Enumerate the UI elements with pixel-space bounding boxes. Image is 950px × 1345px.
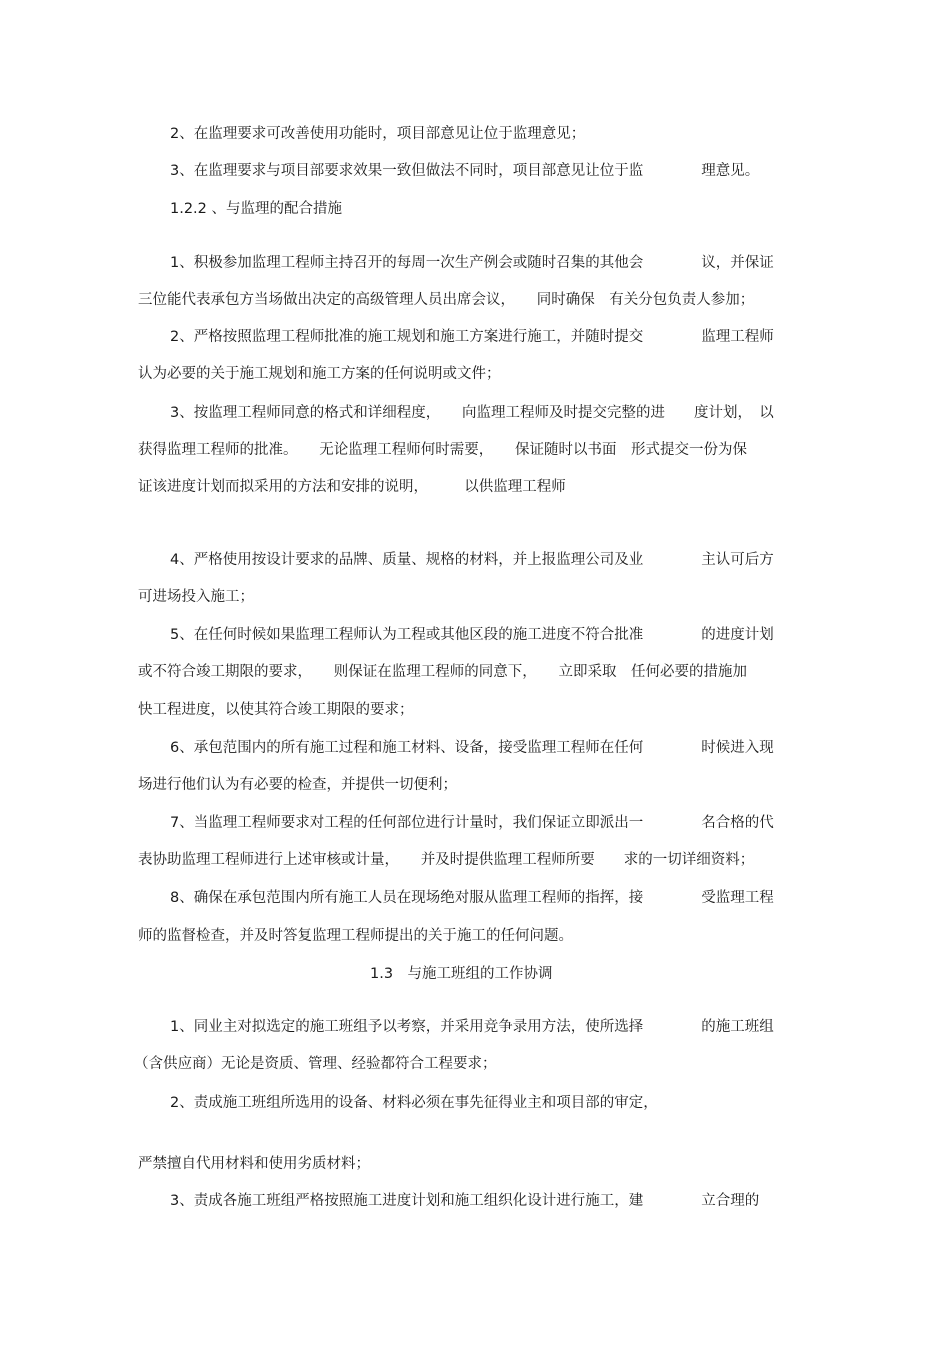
section-heading: 1.2.2 、与监理的配合措施: [170, 201, 343, 217]
text-line: 获得监理工程师的批准。 无论监理工程师何时需要， 保证随时以书面 形式提交一份为保: [138, 442, 747, 458]
text-line: 1、同业主对拟选定的施工班组予以考察，并采用竞争录用方法，使所选择 的施工班组: [170, 1019, 774, 1035]
text-line: 6、承包范围内的所有施工过程和施工材料、设备，接受监理工程师在任何 时候进入现: [170, 740, 774, 756]
text-line: 2、责成施工班组所选用的设备、材料必须在事先征得业主和项目部的审定，: [170, 1095, 658, 1111]
text-line: 2、在监理要求可改善使用功能时，项目部意见让位于监理意见；: [170, 126, 586, 142]
text-line: 4、严格使用按设计要求的品牌、质量、规格的材料，并上报监理公司及业 主认可后方: [170, 552, 774, 568]
text-line: 8、确保在承包范围内所有施工人员在现场绝对服从监理工程师的指挥，接 受监理工程: [170, 890, 774, 906]
text-line: 3、按监理工程师同意的格式和详细程度， 向监理工程师及时提交完整的进 度计划， 以: [170, 405, 774, 421]
text-line: 5、在任何时候如果监理工程师认为工程或其他区段的施工进度不符合批准 的进度计划: [170, 627, 774, 643]
text-line: 7、当监理工程师要求对工程的任何部位进行计量时，我们保证立即派出一 名合格的代: [170, 815, 774, 831]
text-line: 3、责成各施工班组严格按照施工进度计划和施工组织化设计进行施工，建 立合理的: [170, 1193, 760, 1209]
text-line: 认为必要的关于施工规划和施工方案的任何说明或文件；: [138, 366, 501, 382]
text-line: 可进场投入施工；: [138, 589, 254, 605]
text-line: 三位能代表承包方当场做出决定的高级管理人员出席会议， 同时确保 有关分包负责人参加；: [138, 292, 755, 308]
text-line: 或不符合竣工期限的要求， 则保证在监理工程师的同意下， 立即采取 任何必要的措施加: [138, 664, 747, 680]
text-line: 师的监督检查，并及时答复监理工程师提出的关于施工的任何问题。: [138, 928, 573, 944]
section-heading: 1.3 与施工班组的工作协调: [370, 966, 553, 982]
text-line: 1、积极参加监理工程师主持召开的每周一次生产例会或随时召集的其他会 议，并保证: [170, 255, 774, 271]
text-line: 3、在监理要求与项目部要求效果一致但做法不同时，项目部意见让位于监 理意见。: [170, 163, 760, 179]
text-line: （含供应商）无论是资质、管理、经验都符合工程要求；: [134, 1056, 497, 1072]
text-line: 场进行他们认为有必要的检查，并提供一切便利；: [138, 777, 457, 793]
text-line: 证该进度计划而拟采用的方法和安排的说明， 以供监理工程师: [138, 479, 566, 495]
text-line: 表协助监理工程师进行上述审核或计量， 并及时提供监理工程师所要 求的一切详细资料；: [138, 852, 755, 868]
text-line: 快工程进度，以使其符合竣工期限的要求；: [138, 702, 414, 718]
text-line: 2、严格按照监理工程师批准的施工规划和施工方案进行施工，并随时提交 监理工程师: [170, 329, 774, 345]
text-line: 严禁擅自代用材料和使用劣质材料；: [138, 1156, 370, 1172]
